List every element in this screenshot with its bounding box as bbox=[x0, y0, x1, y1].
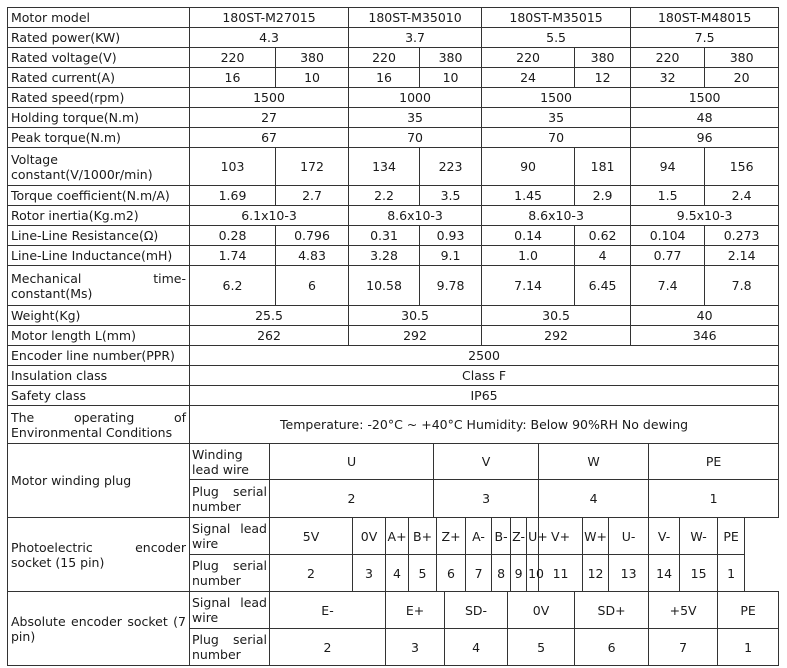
spec-row-rotor-inertia bbox=[8, 206, 779, 226]
spec-value: 10.58 bbox=[349, 266, 420, 306]
pin-number: 2 bbox=[270, 555, 353, 592]
spec-value: 9.78 bbox=[420, 266, 482, 306]
spec-row-voltage-constant bbox=[8, 148, 779, 186]
pin-number: 1 bbox=[718, 555, 745, 592]
spec-value: 1500 bbox=[190, 88, 349, 108]
spec-value: 7.8 bbox=[705, 266, 779, 306]
pin-number: 5 bbox=[508, 629, 575, 666]
spec-row-peak-torque bbox=[8, 128, 779, 148]
spec-value: 6.45 bbox=[575, 266, 631, 306]
spec-value: 4.3 bbox=[190, 28, 349, 48]
model-name: 180ST-M48015 bbox=[631, 8, 779, 28]
spec-value: 1.5 bbox=[631, 186, 705, 206]
spec-value: 2.9 bbox=[575, 186, 631, 206]
spec-row-mech-time-constant bbox=[8, 266, 779, 306]
pin-signal: PE bbox=[718, 518, 745, 555]
spec-value: Class F bbox=[190, 366, 779, 386]
spec-value: 2500 bbox=[190, 346, 779, 366]
model-name: 180ST-M35010 bbox=[349, 8, 482, 28]
spec-value: 134 bbox=[349, 148, 420, 186]
spec-value: 16 bbox=[349, 68, 420, 88]
pin-signal: A- bbox=[466, 518, 492, 555]
spec-value: 3.28 bbox=[349, 246, 420, 266]
pin-number: 13 bbox=[609, 555, 649, 592]
spec-value: 220 bbox=[482, 48, 575, 68]
pin-number: 12 bbox=[583, 555, 609, 592]
spec-value: 1.69 bbox=[190, 186, 276, 206]
pin-number: 3 bbox=[386, 629, 445, 666]
row-label: Insulation class bbox=[8, 366, 190, 386]
pin-signal: U+ bbox=[527, 518, 539, 555]
pin-signal: V bbox=[434, 444, 539, 480]
spec-value: 16 bbox=[190, 68, 276, 88]
spec-value: 0.796 bbox=[276, 226, 349, 246]
spec-value: 30.5 bbox=[482, 306, 631, 326]
pin-signal: SD+ bbox=[575, 592, 649, 629]
sub-row-label: Signal lead wire bbox=[190, 518, 270, 555]
spec-row-motor-model bbox=[8, 8, 779, 28]
pin-signal: 0V bbox=[508, 592, 575, 629]
model-name: 180ST-M35015 bbox=[482, 8, 631, 28]
spec-value: 0.14 bbox=[482, 226, 575, 246]
pin-number: 5 bbox=[409, 555, 437, 592]
spec-value: 1.74 bbox=[190, 246, 276, 266]
spec-row-line-inductance bbox=[8, 246, 779, 266]
spec-value: 35 bbox=[349, 108, 482, 128]
spec-value: 30.5 bbox=[349, 306, 482, 326]
spec-value: 346 bbox=[631, 326, 779, 346]
row-label: Rotor inertia(Kg.m2) bbox=[8, 206, 190, 226]
spec-value: 4 bbox=[575, 246, 631, 266]
spec-row-holding-torque bbox=[8, 108, 779, 128]
row-label: Line-Line Resistance(Ω) bbox=[8, 226, 190, 246]
pin-signal: V+ bbox=[539, 518, 583, 555]
row-label: Rated current(A) bbox=[8, 68, 190, 88]
spec-value: 380 bbox=[276, 48, 349, 68]
pin-number: 1 bbox=[718, 629, 779, 666]
pin-signal: B+ bbox=[409, 518, 437, 555]
connector-label: Photoelectric encoder socket (15 pin) bbox=[8, 518, 190, 592]
spec-value: 1000 bbox=[349, 88, 482, 108]
spec-value: 1500 bbox=[631, 88, 779, 108]
spec-value: 292 bbox=[349, 326, 482, 346]
spec-row-motor-length bbox=[8, 326, 779, 346]
row-label: Line-Line Inductance(mH) bbox=[8, 246, 190, 266]
row-label: Holding torque(N.m) bbox=[8, 108, 190, 128]
spec-value: 35 bbox=[482, 108, 631, 128]
sub-row-label: Winding lead wire bbox=[190, 444, 270, 480]
spec-value: 0.28 bbox=[190, 226, 276, 246]
pin-signal: V- bbox=[649, 518, 680, 555]
pin-number: 6 bbox=[437, 555, 466, 592]
spec-row-weight bbox=[8, 306, 779, 326]
pin-number: 8 bbox=[492, 555, 511, 592]
spec-value: 380 bbox=[575, 48, 631, 68]
pin-signal: W bbox=[539, 444, 649, 480]
motor-spec-table bbox=[7, 7, 779, 666]
row-label: Rated speed(rpm) bbox=[8, 88, 190, 108]
pin-number: 10 bbox=[527, 555, 539, 592]
spec-value: 0.104 bbox=[631, 226, 705, 246]
pin-signal: SD- bbox=[445, 592, 508, 629]
spec-value: 9.5x10-3 bbox=[631, 206, 779, 226]
row-label: Weight(Kg) bbox=[8, 306, 190, 326]
spec-row-insulation-class bbox=[8, 366, 779, 386]
sub-row-label: Plug serial number bbox=[190, 629, 270, 666]
row-label: Encoder line number(PPR) bbox=[8, 346, 190, 366]
pin-number: 9 bbox=[511, 555, 527, 592]
spec-value: 223 bbox=[420, 148, 482, 186]
spec-value: 96 bbox=[631, 128, 779, 148]
pin-signal: A+ bbox=[386, 518, 409, 555]
sub-row-label: Plug serial number bbox=[190, 480, 270, 518]
row-label: Motor length L(mm) bbox=[8, 326, 190, 346]
pin-number: 4 bbox=[539, 480, 649, 518]
spec-value: 7.5 bbox=[631, 28, 779, 48]
spec-value: 10 bbox=[420, 68, 482, 88]
spec-value: 0.77 bbox=[631, 246, 705, 266]
pin-signal: U bbox=[270, 444, 434, 480]
spec-value: 0.93 bbox=[420, 226, 482, 246]
row-label: Torque coefficient(N.m/A) bbox=[8, 186, 190, 206]
row-label: Peak torque(N.m) bbox=[8, 128, 190, 148]
pin-number: 1 bbox=[649, 480, 779, 518]
spec-value: 380 bbox=[705, 48, 779, 68]
winding-lead-row bbox=[8, 444, 779, 480]
row-label: Voltage constant(V/1000r/min) bbox=[8, 148, 190, 186]
spec-value: 27 bbox=[190, 108, 349, 128]
spec-value: 90 bbox=[482, 148, 575, 186]
pin-signal: E- bbox=[270, 592, 386, 629]
row-label: Mechanical time-constant(Ms) bbox=[8, 266, 190, 306]
pin-number: 3 bbox=[434, 480, 539, 518]
pin-signal: PE bbox=[718, 592, 779, 629]
pin-number: 4 bbox=[445, 629, 508, 666]
pin-signal: B- bbox=[492, 518, 511, 555]
pin-signal: W+ bbox=[583, 518, 609, 555]
row-label: The operating of Environmental Conditions bbox=[8, 406, 190, 444]
pin-number: 15 bbox=[680, 555, 718, 592]
spec-value: 32 bbox=[631, 68, 705, 88]
pin-number: 2 bbox=[270, 480, 434, 518]
spec-row-rated-voltage bbox=[8, 48, 779, 68]
spec-value: 6.2 bbox=[190, 266, 276, 306]
sub-row-label: Plug serial number bbox=[190, 555, 270, 592]
spec-row-rated-speed bbox=[8, 88, 779, 108]
pin-signal: PE bbox=[649, 444, 779, 480]
spec-value: 2.4 bbox=[705, 186, 779, 206]
spec-row-encoder-line-number bbox=[8, 346, 779, 366]
pin-number: 2 bbox=[270, 629, 386, 666]
spec-value: 292 bbox=[482, 326, 631, 346]
spec-value: 12 bbox=[575, 68, 631, 88]
row-label: Rated voltage(V) bbox=[8, 48, 190, 68]
spec-value: 1.0 bbox=[482, 246, 575, 266]
spec-value: 25.5 bbox=[190, 306, 349, 326]
row-label: Rated power(KW) bbox=[8, 28, 190, 48]
pin-number: 7 bbox=[649, 629, 718, 666]
spec-value: 8.6x10-3 bbox=[349, 206, 482, 226]
spec-value: 0.31 bbox=[349, 226, 420, 246]
connector-label: Motor winding plug bbox=[8, 444, 190, 518]
pin-number: 4 bbox=[386, 555, 409, 592]
spec-value: 3.7 bbox=[349, 28, 482, 48]
spec-row-rated-current bbox=[8, 68, 779, 88]
spec-value: 380 bbox=[420, 48, 482, 68]
pin-signal: 5V bbox=[270, 518, 353, 555]
spec-value: 70 bbox=[349, 128, 482, 148]
spec-value: 0.62 bbox=[575, 226, 631, 246]
spec-value: 24 bbox=[482, 68, 575, 88]
sub-row-label: Signal lead wire bbox=[190, 592, 270, 629]
spec-row-safety-class bbox=[8, 386, 779, 406]
spec-value: IP65 bbox=[190, 386, 779, 406]
spec-value: 6.1x10-3 bbox=[190, 206, 349, 226]
spec-value: 67 bbox=[190, 128, 349, 148]
pin-signal: Z- bbox=[511, 518, 527, 555]
spec-value: 181 bbox=[575, 148, 631, 186]
spec-value: 262 bbox=[190, 326, 349, 346]
pin-number: 3 bbox=[353, 555, 386, 592]
spec-value: 2.7 bbox=[276, 186, 349, 206]
spec-value: 220 bbox=[631, 48, 705, 68]
spec-value: 1500 bbox=[482, 88, 631, 108]
spec-value: 4.83 bbox=[276, 246, 349, 266]
pin-number: 11 bbox=[539, 555, 583, 592]
pin-signal: E+ bbox=[386, 592, 445, 629]
pin-number: 7 bbox=[466, 555, 492, 592]
spec-value: 7.4 bbox=[631, 266, 705, 306]
pin-signal: 0V bbox=[353, 518, 386, 555]
spec-row-operating-conditions bbox=[8, 406, 779, 444]
spec-value: 220 bbox=[190, 48, 276, 68]
absolute-signal-row bbox=[8, 592, 779, 629]
spec-row-rated-power bbox=[8, 28, 779, 48]
pin-number: 14 bbox=[649, 555, 680, 592]
spec-value: 1.45 bbox=[482, 186, 575, 206]
spec-value: 3.5 bbox=[420, 186, 482, 206]
pin-signal: +5V bbox=[649, 592, 718, 629]
row-label: Motor model bbox=[8, 8, 190, 28]
spec-value: 40 bbox=[631, 306, 779, 326]
spec-value: 156 bbox=[705, 148, 779, 186]
spec-value: 6 bbox=[276, 266, 349, 306]
model-name: 180ST-M27015 bbox=[190, 8, 349, 28]
spec-value: 8.6x10-3 bbox=[482, 206, 631, 226]
spec-value: 2.2 bbox=[349, 186, 420, 206]
spec-value: 10 bbox=[276, 68, 349, 88]
pin-signal: Z+ bbox=[437, 518, 466, 555]
spec-value: 7.14 bbox=[482, 266, 575, 306]
spec-value: 70 bbox=[482, 128, 631, 148]
spec-value: 172 bbox=[276, 148, 349, 186]
operating-conditions-value: Temperature: -20°C ~ +40°C Humidity: Below 90%RH No dewing bbox=[190, 406, 779, 444]
spec-value: 0.273 bbox=[705, 226, 779, 246]
pin-signal: W- bbox=[680, 518, 718, 555]
spec-value: 94 bbox=[631, 148, 705, 186]
photo-signal-row bbox=[8, 518, 779, 555]
spec-value: 9.1 bbox=[420, 246, 482, 266]
spec-row-line-resistance bbox=[8, 226, 779, 246]
spec-value: 103 bbox=[190, 148, 276, 186]
spec-value: 20 bbox=[705, 68, 779, 88]
row-label: Safety class bbox=[8, 386, 190, 406]
pin-number: 6 bbox=[575, 629, 649, 666]
connector-label: Absolute encoder socket (7 pin) bbox=[8, 592, 190, 666]
spec-value: 220 bbox=[349, 48, 420, 68]
spec-value: 48 bbox=[631, 108, 779, 128]
spec-value: 2.14 bbox=[705, 246, 779, 266]
spec-row-torque-coefficient bbox=[8, 186, 779, 206]
spec-value: 5.5 bbox=[482, 28, 631, 48]
pin-signal: U- bbox=[609, 518, 649, 555]
